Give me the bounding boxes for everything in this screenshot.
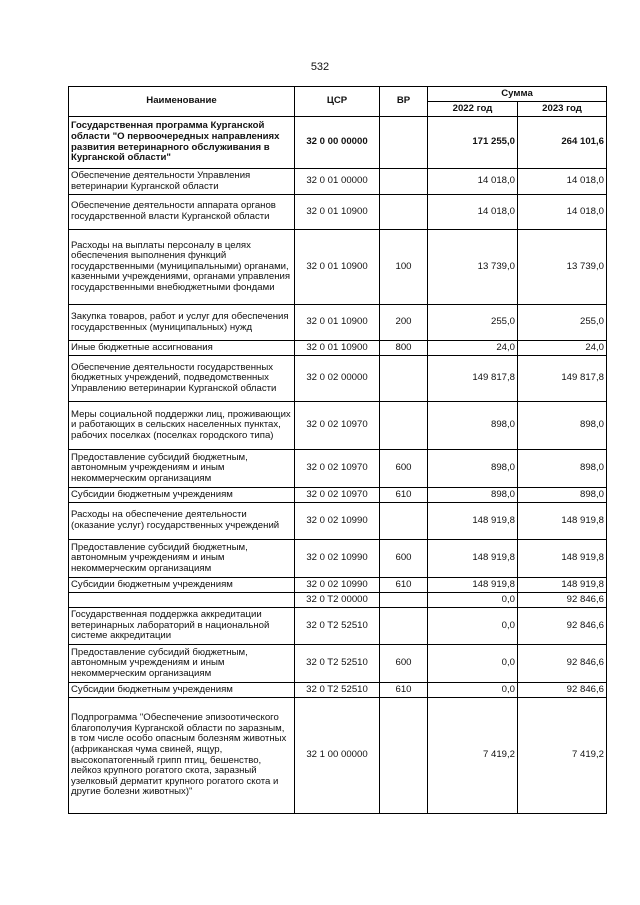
row-sum-2023: 92 846,6 [518,593,607,608]
table-row [69,645,607,683]
row-code: 32 0 01 10900 [295,305,380,341]
row-sum-2022: 149 817,8 [428,356,518,402]
row-sum-2023: 149 817,8 [518,356,607,402]
row-code: 32 0 02 10990 [295,540,380,578]
table-row [69,117,607,169]
row-sum-2022: 0,0 [428,645,518,683]
row-sum-2022: 13 739,0 [428,230,518,305]
row-sum-2022: 14 018,0 [428,169,518,195]
row-vr [380,356,428,402]
row-name: Иные бюджетные ассигнования [69,341,295,356]
row-sum-2022: 255,0 [428,305,518,341]
row-vr [380,608,428,645]
row-vr: 610 [380,578,428,593]
row-code: 32 0 02 00000 [295,356,380,402]
row-code: 32 0 02 10970 [295,402,380,450]
row-sum-2022: 24,0 [428,341,518,356]
row-code: 32 0 02 10970 [295,450,380,488]
row-name: Расходы на выплаты персоналу в целях обеспечения выполнения функций государственными (муниципальными) органами, казенными учреждениями, органами управления государственными внебюджетными фондами [69,230,295,305]
row-name: Субсидии бюджетным учреждениям [69,488,295,503]
row-name: Субсидии бюджетным учреждениям [69,683,295,698]
table-row [69,698,607,814]
table-row [69,341,607,356]
table-row [69,230,607,305]
table-row [69,169,607,195]
row-sum-2022: 0,0 [428,593,518,608]
row-name: Предоставление субсидий бюджетным, автономным учреждениям и иным некоммерческим организациям [69,645,295,683]
row-code: 32 0 00 00000 [295,117,380,169]
row-name: Обеспечение деятельности аппарата органов государственной власти Курганской области [69,195,295,230]
row-name [69,593,295,608]
row-code: 32 0 T2 52510 [295,645,380,683]
header-sum: Сумма [428,87,607,102]
page-number: 532 [310,61,330,73]
row-sum-2023: 14 018,0 [518,195,607,230]
row-sum-2023: 92 846,6 [518,683,607,698]
table-row [69,593,607,608]
table-body [69,117,607,814]
row-sum-2022: 148 919,8 [428,578,518,593]
row-vr [380,402,428,450]
row-sum-2023: 148 919,8 [518,503,607,540]
row-code: 32 1 00 00000 [295,698,380,814]
row-vr: 100 [380,230,428,305]
row-sum-2023: 13 739,0 [518,230,607,305]
row-sum-2023: 14 018,0 [518,169,607,195]
row-code: 32 0 02 10990 [295,503,380,540]
row-sum-2022: 148 919,8 [428,503,518,540]
row-sum-2023: 898,0 [518,488,607,503]
row-sum-2022: 14 018,0 [428,195,518,230]
table-row [69,540,607,578]
header-code: ЦСР [295,87,380,117]
row-sum-2022: 898,0 [428,402,518,450]
row-sum-2023: 148 919,8 [518,540,607,578]
row-code: 32 0 02 10990 [295,578,380,593]
row-vr [380,169,428,195]
row-code: 32 0 01 10900 [295,195,380,230]
row-name: Закупка товаров, работ и услуг для обеспечения государственных (муниципальных) нужд [69,305,295,341]
header-year-2023: 2023 год [518,102,607,117]
row-vr [380,117,428,169]
row-name: Предоставление субсидий бюджетным, автономным учреждениям и иным некоммерческим организациям [69,540,295,578]
row-vr: 200 [380,305,428,341]
header-year-2022: 2022 год [428,102,518,117]
row-code: 32 0 T2 52510 [295,608,380,645]
row-sum-2023: 92 846,6 [518,645,607,683]
row-vr: 610 [380,488,428,503]
row-sum-2022: 0,0 [428,608,518,645]
budget-table [68,86,607,814]
row-vr: 800 [380,341,428,356]
row-code: 32 0 01 00000 [295,169,380,195]
row-name: Субсидии бюджетным учреждениям [69,578,295,593]
row-name: Государственная программа Курганской области "О первоочередных направлениях развития ветеринарного обслуживания в Курганской области" [69,117,295,169]
table-row [69,683,607,698]
row-sum-2022: 898,0 [428,488,518,503]
row-code: 32 0 01 10900 [295,230,380,305]
row-sum-2022: 0,0 [428,683,518,698]
row-sum-2022: 7 419,2 [428,698,518,814]
row-sum-2023: 92 846,6 [518,608,607,645]
row-sum-2022: 171 255,0 [428,117,518,169]
row-name: Подпрограмма "Обеспечение эпизоотического благополучия Курганской области по заразным, в том числе особо опасным болезням животных (африканская чума свиней, ящур, высокопатогенный грипп птиц, бешенство, лейкоз крупного рогатого скота, заразный узелковый дерматит крупного рогатого скота и другие болезни животных)" [69,698,295,814]
table-row [69,578,607,593]
row-sum-2023: 898,0 [518,402,607,450]
row-sum-2023: 7 419,2 [518,698,607,814]
table-row [69,488,607,503]
row-vr: 600 [380,450,428,488]
row-sum-2022: 148 919,8 [428,540,518,578]
row-vr: 600 [380,645,428,683]
row-vr [380,195,428,230]
table-row [69,195,607,230]
row-name: Государственная поддержка аккредитации ветеринарных лабораторий в национальной системе аккредитации [69,608,295,645]
row-sum-2023: 264 101,6 [518,117,607,169]
row-code: 32 0 T2 52510 [295,683,380,698]
row-name: Предоставление субсидий бюджетным, автономным учреждениям и иным некоммерческим организациям [69,450,295,488]
table-row [69,608,607,645]
row-sum-2023: 148 919,8 [518,578,607,593]
row-sum-2022: 898,0 [428,450,518,488]
row-code: 32 0 01 10900 [295,341,380,356]
table-row [69,356,607,402]
table-row [69,305,607,341]
row-vr: 600 [380,540,428,578]
row-name: Обеспечение деятельности Управления ветеринарии Курганской области [69,169,295,195]
header-name: Наименование [69,87,295,117]
row-code: 32 0 02 10970 [295,488,380,503]
row-name: Расходы на обеспечение деятельности (оказание услуг) государственных учреждений [69,503,295,540]
row-sum-2023: 898,0 [518,450,607,488]
row-sum-2023: 24,0 [518,341,607,356]
row-name: Обеспечение деятельности государственных бюджетных учреждений, подведомственных Управлению ветеринарии Курганской области [69,356,295,402]
header-vr: ВР [380,87,428,117]
table-row [69,402,607,450]
row-code: 32 0 T2 00000 [295,593,380,608]
table-row [69,450,607,488]
table-row [69,503,607,540]
row-vr [380,698,428,814]
row-vr [380,593,428,608]
row-vr: 610 [380,683,428,698]
row-sum-2023: 255,0 [518,305,607,341]
row-name: Меры социальной поддержки лиц, проживающих и работающих в сельских населенных пунктах, рабочих поселках (поселках городского типа) [69,402,295,450]
row-vr [380,503,428,540]
